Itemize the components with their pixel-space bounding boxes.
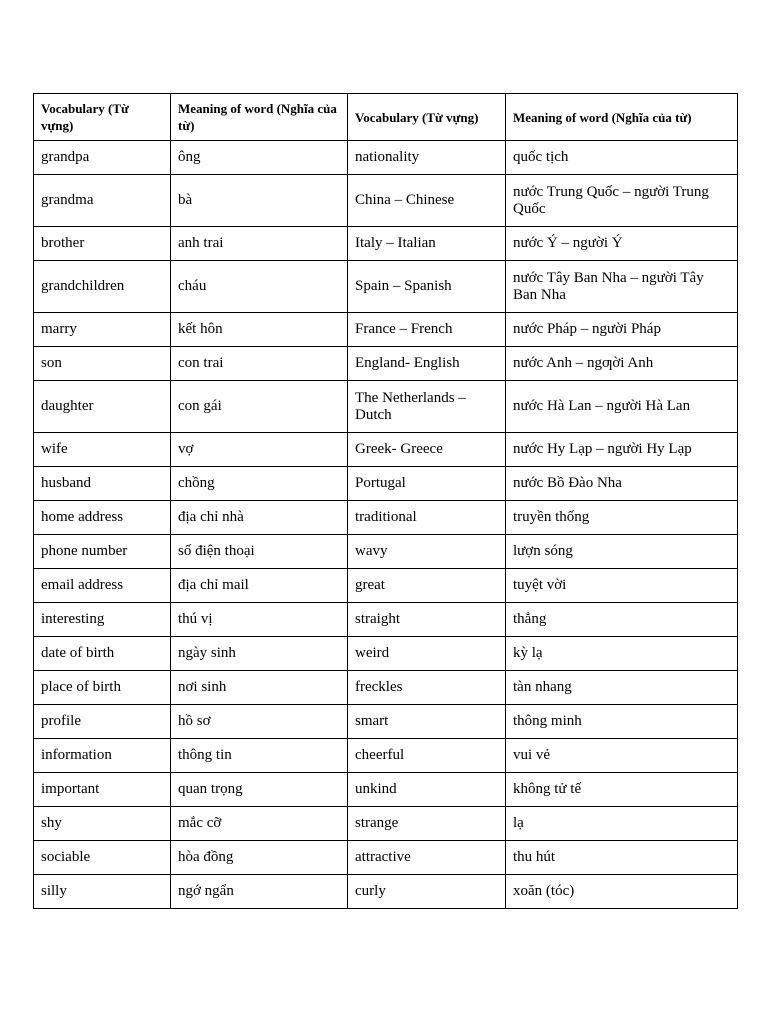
table-row [34,841,738,875]
meaning-cell: chồng [171,467,348,501]
vocab-cell: silly [34,875,171,909]
vocab-cell: The Netherlands – Dutch [348,381,506,433]
vocab-cell: profile [34,705,171,739]
table-header [34,94,738,141]
meaning-cell: ông [171,141,348,175]
vocab-cell: great [348,569,506,603]
table-row [34,227,738,261]
vocab-cell: phone number [34,535,171,569]
meaning-cell: tuyệt vời [506,569,738,603]
meaning-cell: cháu [171,261,348,313]
meaning-cell: hòa đồng [171,841,348,875]
vocabulary-table [33,93,738,909]
meaning-cell: địa chỉ nhà [171,501,348,535]
vocab-cell: attractive [348,841,506,875]
vocab-cell: nationality [348,141,506,175]
meaning-cell: quốc tịch [506,141,738,175]
header-row [34,94,738,141]
meaning-cell: nước Tây Ban Nha – người Tây Ban Nha [506,261,738,313]
table-row [34,141,738,175]
vocab-cell: wavy [348,535,506,569]
vocab-cell: Italy – Italian [348,227,506,261]
vocab-cell: home address [34,501,171,535]
table-row [34,705,738,739]
meaning-cell: hồ sơ [171,705,348,739]
meaning-cell: không tử tế [506,773,738,807]
meaning-cell: số điện thoại [171,535,348,569]
table-row [34,739,738,773]
meaning-cell: thẳng [506,603,738,637]
table-row [34,875,738,909]
table-row [34,671,738,705]
table-body [34,141,738,909]
meaning-cell: thông minh [506,705,738,739]
meaning-cell: nước Bồ Đào Nha [506,467,738,501]
meaning-cell: tàn nhang [506,671,738,705]
table-row [34,637,738,671]
vocab-cell: China – Chinese [348,175,506,227]
vocab-cell: freckles [348,671,506,705]
vocab-cell: important [34,773,171,807]
meaning-cell: con gái [171,381,348,433]
meaning-cell: con trai [171,347,348,381]
vocab-cell: Portugal [348,467,506,501]
vocab-cell: sociable [34,841,171,875]
meaning-cell: lượn sóng [506,535,738,569]
meaning-cell: lạ [506,807,738,841]
vocab-cell: grandpa [34,141,171,175]
vocab-cell: shy [34,807,171,841]
meaning-cell: nước Trung Quốc – người Trung Quốc [506,175,738,227]
meaning-cell: vui vẻ [506,739,738,773]
vocab-cell: information [34,739,171,773]
vocab-cell: brother [34,227,171,261]
vocab-cell: England- English [348,347,506,381]
table-row [34,603,738,637]
vocab-cell: place of birth [34,671,171,705]
vocab-cell: Greek- Greece [348,433,506,467]
vocab-cell: daughter [34,381,171,433]
vocab-cell: wife [34,433,171,467]
vocab-cell: grandma [34,175,171,227]
vocab-cell: email address [34,569,171,603]
vocab-cell: date of birth [34,637,171,671]
vocab-cell: cheerful [348,739,506,773]
vocab-cell: traditional [348,501,506,535]
vocab-cell: unkind [348,773,506,807]
meaning-cell: truyền thống [506,501,738,535]
table-row [34,347,738,381]
meaning-cell: mắc cỡ [171,807,348,841]
meaning-cell: quan trọng [171,773,348,807]
table-row [34,535,738,569]
meaning-cell: nơi sinh [171,671,348,705]
table-row [34,381,738,433]
meaning-cell: xoăn (tóc) [506,875,738,909]
table-row [34,773,738,807]
vocab-cell: strange [348,807,506,841]
vocab-cell: straight [348,603,506,637]
meaning-cell: nước Anh – ngƣời Anh [506,347,738,381]
meaning-cell: nước Hy Lạp – người Hy Lạp [506,433,738,467]
meaning-cell: ngày sinh [171,637,348,671]
vocab-cell: son [34,347,171,381]
meaning-cell: thu hút [506,841,738,875]
meaning-cell: kỳ lạ [506,637,738,671]
table-row [34,175,738,227]
header-vocabulary-1: Vocabulary (Từ vựng) [34,94,171,141]
header-meaning-1: Meaning of word (Nghĩa của từ) [171,94,348,141]
table-row [34,569,738,603]
vocab-cell: Spain – Spanish [348,261,506,313]
header-meaning-2: Meaning of word (Nghĩa của từ) [506,94,738,141]
vocab-cell: interesting [34,603,171,637]
table-row [34,807,738,841]
table-row [34,433,738,467]
vocab-cell: curly [348,875,506,909]
meaning-cell: nước Ý – người Ý [506,227,738,261]
meaning-cell: kết hôn [171,313,348,347]
meaning-cell: địa chỉ mail [171,569,348,603]
meaning-cell: bà [171,175,348,227]
meaning-cell: nước Pháp – người Pháp [506,313,738,347]
header-vocabulary-2: Vocabulary (Từ vựng) [348,94,506,141]
vocab-cell: marry [34,313,171,347]
table-row [34,261,738,313]
table-row [34,467,738,501]
meaning-cell: anh trai [171,227,348,261]
vocab-cell: husband [34,467,171,501]
meaning-cell: ngớ ngẩn [171,875,348,909]
vocab-cell: France – French [348,313,506,347]
meaning-cell: thú vị [171,603,348,637]
vocab-cell: smart [348,705,506,739]
table-row [34,501,738,535]
meaning-cell: nước Hà Lan – người Hà Lan [506,381,738,433]
vocab-cell: weird [348,637,506,671]
vocab-cell: grandchildren [34,261,171,313]
table-row [34,313,738,347]
meaning-cell: thông tin [171,739,348,773]
meaning-cell: vợ [171,433,348,467]
